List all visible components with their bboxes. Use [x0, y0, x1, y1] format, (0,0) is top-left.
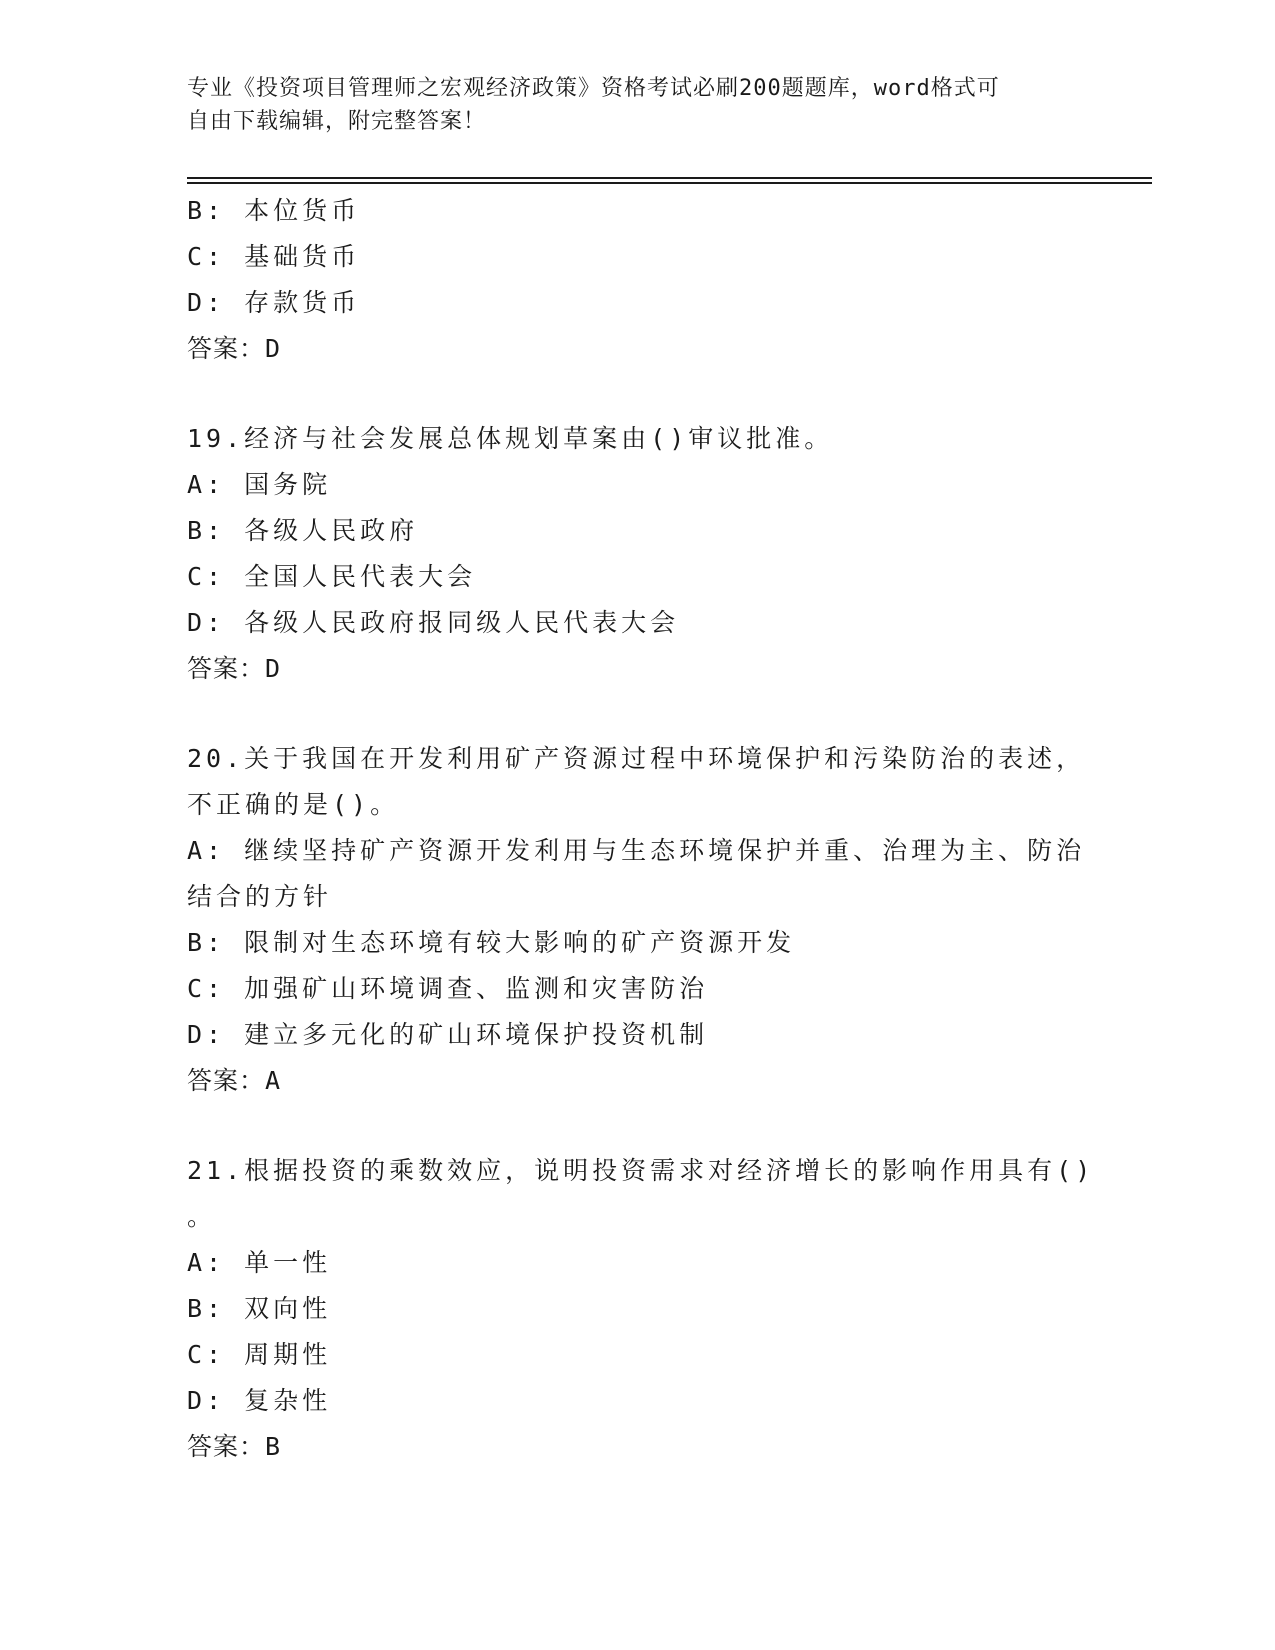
option-a-line-2: 结合的方针 [187, 882, 333, 911]
question-18 [187, 188, 1087, 372]
option-d: D: 复杂性 [187, 1386, 332, 1415]
question-list [187, 188, 1095, 1470]
question-19 [187, 416, 1087, 692]
option-b: B: 限制对生态环境有较大影响的矿产资源开发 [187, 928, 796, 957]
option-d: D: 各级人民政府报同级人民代表大会 [187, 608, 680, 637]
answer: 答案：D [187, 654, 282, 683]
question-text-line-2: 不正确的是()。 [187, 790, 400, 819]
spacer [187, 372, 1087, 416]
option-c: C: 周期性 [187, 1340, 332, 1369]
question-text-line-2: 。 [187, 1202, 217, 1231]
question-text-line-1: 20.关于我国在开发利用矿产资源过程中环境保护和污染防治的表述， [187, 744, 1086, 773]
answer: 答案：D [187, 334, 282, 363]
option-c: C: 加强矿山环境调查、监测和灾害防治 [187, 974, 709, 1003]
answer: 答案：B [187, 1432, 282, 1461]
option-c: C: 全国人民代表大会 [187, 562, 477, 591]
spacer [187, 1104, 1087, 1148]
spacer [187, 692, 1087, 736]
option-a-line-1: A: 继续坚持矿产资源开发利用与生态环境保护并重、治理为主、防治 [187, 836, 1086, 865]
option-a: A: 国务院 [187, 470, 332, 499]
option-d: D: 建立多元化的矿山环境保护投资机制 [187, 1020, 709, 1049]
document-header [187, 72, 1067, 138]
option-b: B: 本位货币 [187, 196, 361, 225]
option-d: D: 存款货币 [187, 288, 361, 317]
option-a: A: 单一性 [187, 1248, 332, 1277]
question-20 [187, 736, 1087, 1104]
question-text-line-1: 21.根据投资的乘数效应，说明投资需求对经济增长的影响作用具有() [187, 1156, 1095, 1185]
header-line-1: 专业《投资项目管理师之宏观经济政策》资格考试必刷200题题库，word格式可 [187, 76, 1000, 101]
option-b: B: 各级人民政府 [187, 516, 419, 545]
option-c: C: 基础货币 [187, 242, 361, 271]
answer: 答案：A [187, 1066, 282, 1095]
option-b: B: 双向性 [187, 1294, 332, 1323]
question-text: 19.经济与社会发展总体规划草案由()审议批准。 [187, 424, 834, 453]
header-divider-bottom [187, 182, 1152, 184]
header-divider-top [187, 177, 1152, 179]
header-line-2: 自由下载编辑，附完整答案！ [187, 109, 487, 134]
question-21 [187, 1148, 1095, 1470]
